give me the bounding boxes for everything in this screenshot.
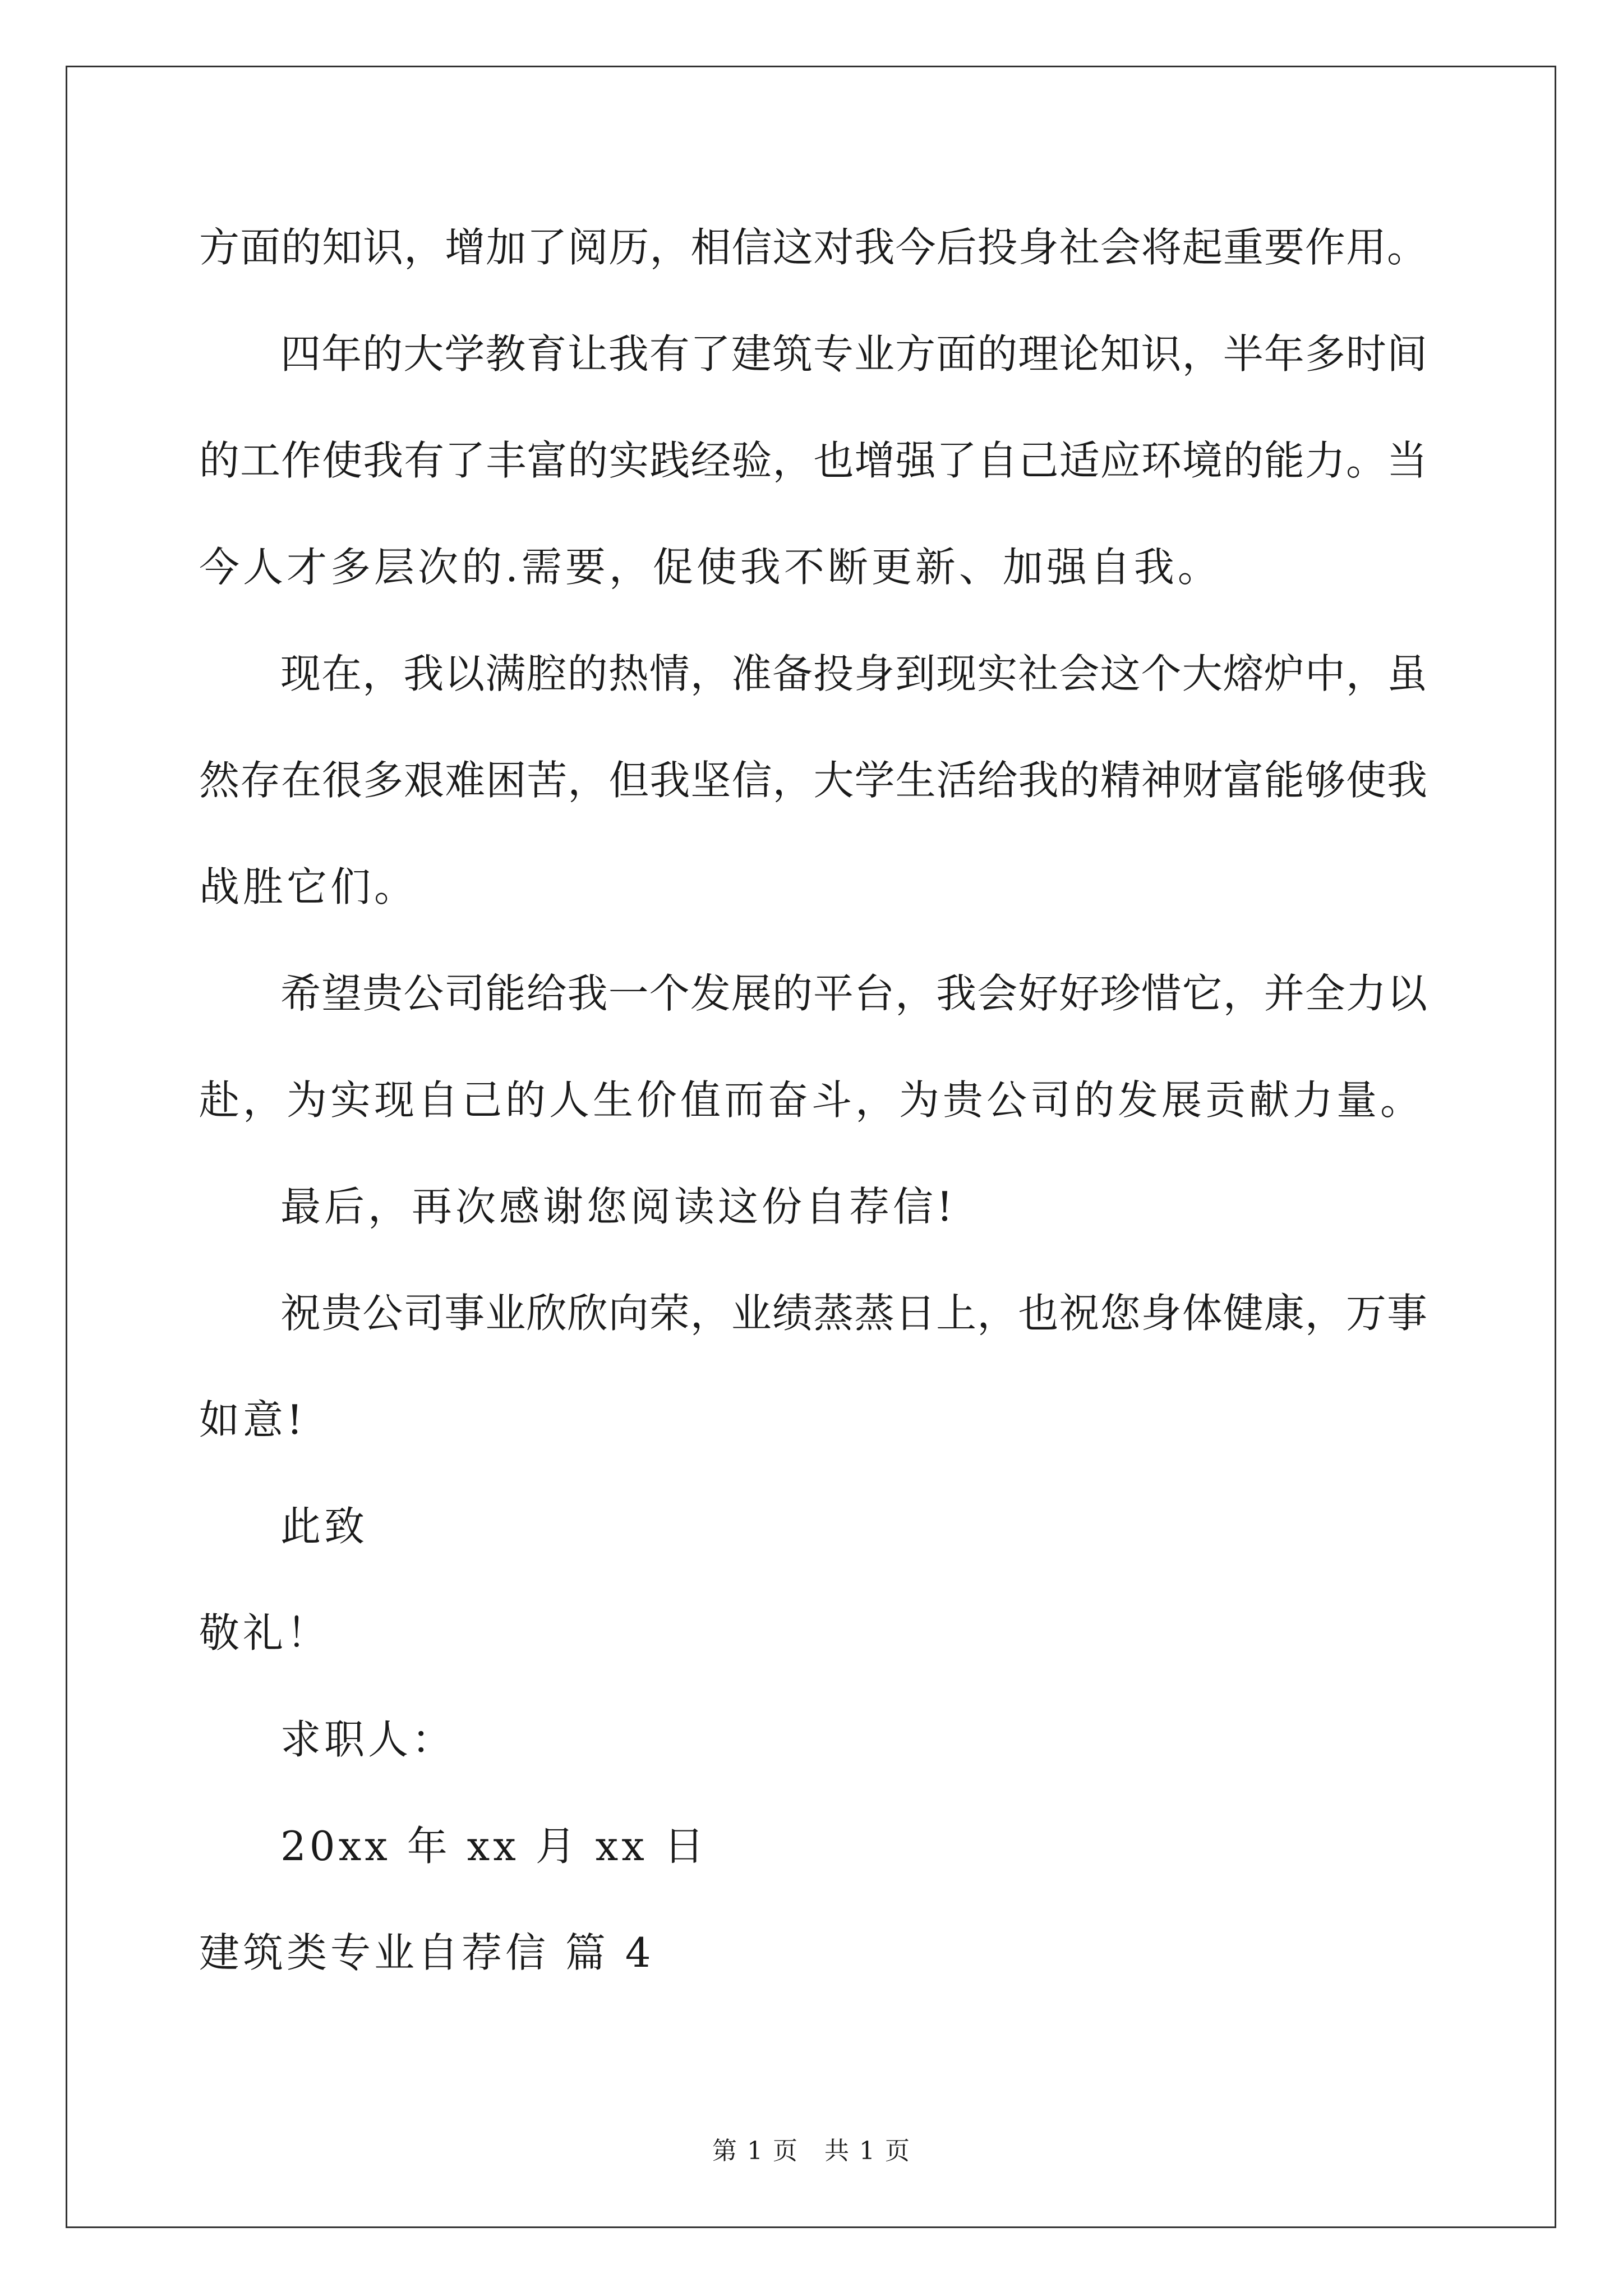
section-heading: 建筑类专业自荐信 篇 4 [199, 1929, 654, 1976]
body-line-5: 现在，我以满腔的热情，准备投身到现实社会这个大熔炉中，虽 [280, 650, 1427, 697]
body-line-3: 的工作使我有了丰富的实践经验，也增强了自己适应环境的能力。当 [199, 437, 1427, 484]
applicant-label: 求职人： [280, 1716, 456, 1763]
body-line-7: 战胜它们。 [199, 863, 418, 910]
letter-date: 20xx 年 xx 月 xx 日 [280, 1823, 708, 1870]
body-line-2: 四年的大学教育让我有了建筑专业方面的理论知识，半年多时间 [280, 330, 1427, 378]
body-line-1: 方面的知识，增加了阅历，相信这对我今后投身社会将起重要作用。 [199, 224, 1427, 271]
body-line-6: 然存在很多艰难困苦，但我坚信，大学生活给我的精神财富能够使我 [199, 757, 1427, 804]
body-line-4: 今人才多层次的.需要，促使我不断更新、加强自我。 [199, 544, 1221, 591]
closing-salutation: 此致 [280, 1503, 368, 1550]
body-line-11: 祝贵公司事业欣欣向荣，业绩蒸蒸日上，也祝您身体健康，万事 [280, 1290, 1427, 1337]
body-line-10: 最后，再次感谢您阅读这份自荐信! [280, 1183, 956, 1230]
body-line-9: 赴，为实现自己的人生价值而奋斗，为贵公司的发展贡献力量。 [199, 1076, 1424, 1124]
body-line-8: 希望贵公司能给我一个发展的平台，我会好好珍惜它，并全力以 [280, 970, 1427, 1017]
closing-regards: 敬礼！ [199, 1609, 331, 1657]
body-line-12: 如意! [199, 1396, 306, 1443]
page-number-footer: 第 1 页 共 1 页 [712, 2137, 911, 2165]
page-border [66, 66, 1556, 2228]
